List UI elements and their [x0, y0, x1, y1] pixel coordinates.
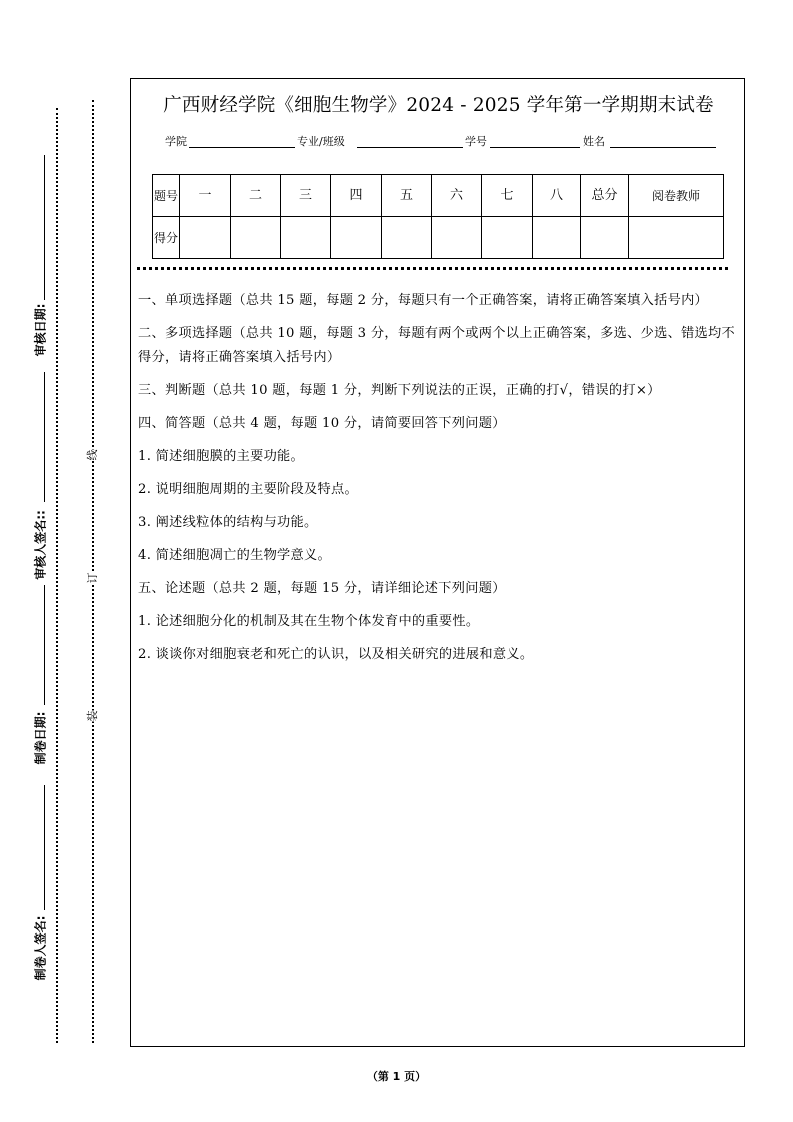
column-header-8: 八 [533, 175, 581, 217]
name-field[interactable] [610, 147, 716, 148]
binding-char-zhuang: 装 [86, 710, 99, 722]
score-cell[interactable] [432, 217, 482, 259]
college-field[interactable] [189, 147, 295, 148]
binding-char-xian: 线 [86, 449, 99, 461]
grader-label: 阅卷教师 [629, 175, 724, 217]
grader-signature-cell[interactable] [629, 217, 724, 259]
review-date-label: 审核日期: [33, 303, 48, 357]
score-cell[interactable] [231, 217, 281, 259]
exam-title: 广西财经学院《细胞生物学》2024 - 2025 学年第一学期期末试卷 [163, 95, 714, 116]
short-answer-question-3: 3. 阐述线粒体的结构与功能。 [138, 515, 318, 530]
dotted-separator [137, 267, 728, 270]
short-answer-question-2: 2. 说明细胞周期的主要阶段及特点。 [138, 482, 358, 497]
section-multiple-choice: 二、多项选择题（总共 10 题，每题 3 分，每题有两个或两个以上正确答案，多选、少选、错选均不得分，请将正确答案填入括号内） [138, 326, 736, 365]
column-header-3: 三 [281, 175, 331, 217]
maker-sign-line [44, 785, 45, 910]
column-header-total: 总分 [581, 175, 629, 217]
student-id-field[interactable] [490, 147, 580, 148]
student-id-label: 学号 [465, 135, 487, 148]
column-header-7: 七 [482, 175, 533, 217]
review-date-line [44, 155, 45, 300]
score-cell[interactable] [382, 217, 432, 259]
maker-sign-label: 制卷人签名: [33, 915, 48, 981]
exam-frame [130, 78, 745, 1047]
score-table-score-row [153, 217, 724, 259]
section-single-choice: 一、单项选择题（总共 15 题，每题 2 分，每题只有一个正确答案，请将正确答案填入括号内） [138, 293, 709, 308]
major-class-label: 专业/班级 [297, 135, 345, 148]
score-cell[interactable] [180, 217, 231, 259]
short-answer-question-1: 1. 简述细胞膜的主要功能。 [138, 449, 305, 464]
binding-char-ding: 订 [86, 572, 99, 584]
column-header-6: 六 [432, 175, 482, 217]
college-label: 学院 [165, 135, 187, 148]
essay-question-1: 1. 论述细胞分化的机制及其在生物个体发育中的重要性。 [138, 614, 480, 629]
score-cell[interactable] [281, 217, 331, 259]
column-header-4: 四 [331, 175, 382, 217]
short-answer-question-4: 4. 简述细胞凋亡的生物学意义。 [138, 548, 332, 563]
make-date-label: 制卷日期: [33, 711, 48, 765]
binding-line [92, 100, 94, 1043]
score-cell-total[interactable] [581, 217, 629, 259]
column-header-5: 五 [382, 175, 432, 217]
reviewer-sign-line [44, 372, 45, 502]
column-header-1: 一 [180, 175, 231, 217]
question-number-label: 题号 [153, 175, 180, 217]
score-cell[interactable] [331, 217, 382, 259]
make-date-line [44, 585, 45, 705]
major-class-field[interactable] [357, 147, 463, 148]
score-label: 得分 [153, 217, 180, 259]
name-label: 姓名 [583, 135, 605, 148]
essay-question-2: 2. 谈谈你对细胞衰老和死亡的认识，以及相关研究的进展和意义。 [138, 647, 534, 662]
section-essay: 五、论述题（总共 2 题，每题 15 分，请详细论述下列问题） [138, 581, 506, 596]
score-table [152, 174, 724, 259]
section-short-answer: 四、简答题（总共 4 题，每题 10 分，请简要回答下列问题） [138, 416, 506, 431]
column-header-2: 二 [231, 175, 281, 217]
reviewer-sign-label: 审核人签名:: [33, 510, 48, 580]
score-table-header-row [153, 175, 724, 217]
cut-line-inner [56, 108, 58, 1043]
questions-body [138, 289, 738, 676]
section-true-false: 三、判断题（总共 10 题，每题 1 分，判断下列说法的正误，正确的打√，错误的打×） [138, 383, 661, 398]
score-cell[interactable] [533, 217, 581, 259]
page-number: （第 1 页） [366, 1070, 427, 1083]
score-cell[interactable] [482, 217, 533, 259]
